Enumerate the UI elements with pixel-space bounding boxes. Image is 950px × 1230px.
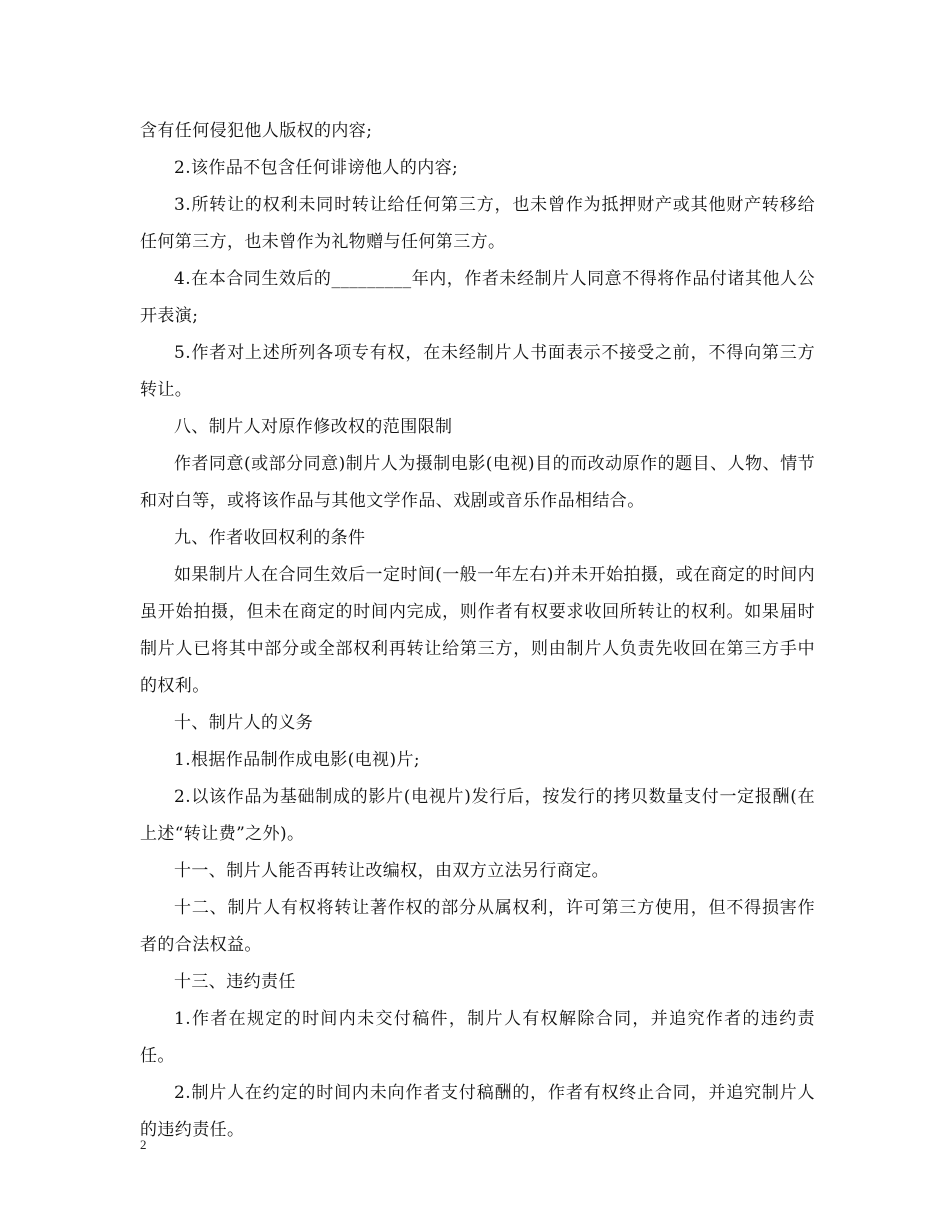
paragraph-7: 作者同意(或部分同意)制片人为摄制电影(电视)目的而改动原作的题目、人物、情节和对白等，或将该作品与其他文学作品、戏剧或音乐作品相结合。 [140, 454, 815, 511]
page-number: 2 [140, 1137, 147, 1152]
paragraph-4: 4.在本合同生效后的_________年内，作者未经制片人同意不得将作品付诸其他人公开表演; [140, 269, 815, 326]
section-heading-8: 八、制片人对原作修改权的范围限制 [174, 417, 453, 437]
document-body [140, 113, 815, 1149]
paragraph-5: 5.作者对上述所列各项专有权，在未经制片人书面表示不接受之前，不得向第三方转让。 [140, 343, 815, 400]
paragraph-16: 1.作者在规定的时间内未交付稿件，制片人有权解除合同，并追究作者的违约责任。 [140, 1009, 815, 1066]
section-heading-12: 十二、制片人有权将转让著作权的部分从属权利，许可第三方使用，但不得损害作者的合法权益。 [140, 898, 815, 955]
paragraph-3: 3.所转让的权利未同时转让给任何第三方，也未曾作为抵押财产或其他财产转移给任何第三方，也未曾作为礼物赠与任何第三方。 [140, 195, 815, 252]
paragraph-9: 如果制片人在合同生效后一定时间(一般一年左右)并未开始拍摄，或在商定的时间内虽开始拍摄，但未在商定的时间内完成，则作者有权要求收回所转让的权利。如果届时制片人已将其中部分或全部权利再转让给第三方，则由制片人负责先收回在第三方手中的权利。 [140, 565, 815, 696]
paragraph-2: 2.该作品不包含任何诽谤他人的内容; [174, 158, 459, 178]
paragraph-11: 1.根据作品制作成电影(电视)片; [174, 750, 421, 770]
section-heading-9: 九、作者收回权利的条件 [174, 528, 366, 548]
paragraph-12: 2.以该作品为基础制成的影片(电视片)发行后，按发行的拷贝数量支付一定报酬(在上述“转让费”之外)。 [140, 787, 815, 844]
section-heading-11: 十一、制片人能否再转让改编权，由双方立法另行商定。 [174, 861, 609, 881]
paragraph-1: 含有任何侵犯他人版权的内容; [140, 121, 373, 141]
section-heading-10: 十、制片人的义务 [174, 713, 314, 733]
section-heading-13: 十三、违约责任 [174, 972, 296, 992]
paragraph-17: 2.制片人在约定的时间内未向作者支付稿酬的，作者有权终止合同，并追究制片人的违约责任。 [140, 1083, 815, 1140]
